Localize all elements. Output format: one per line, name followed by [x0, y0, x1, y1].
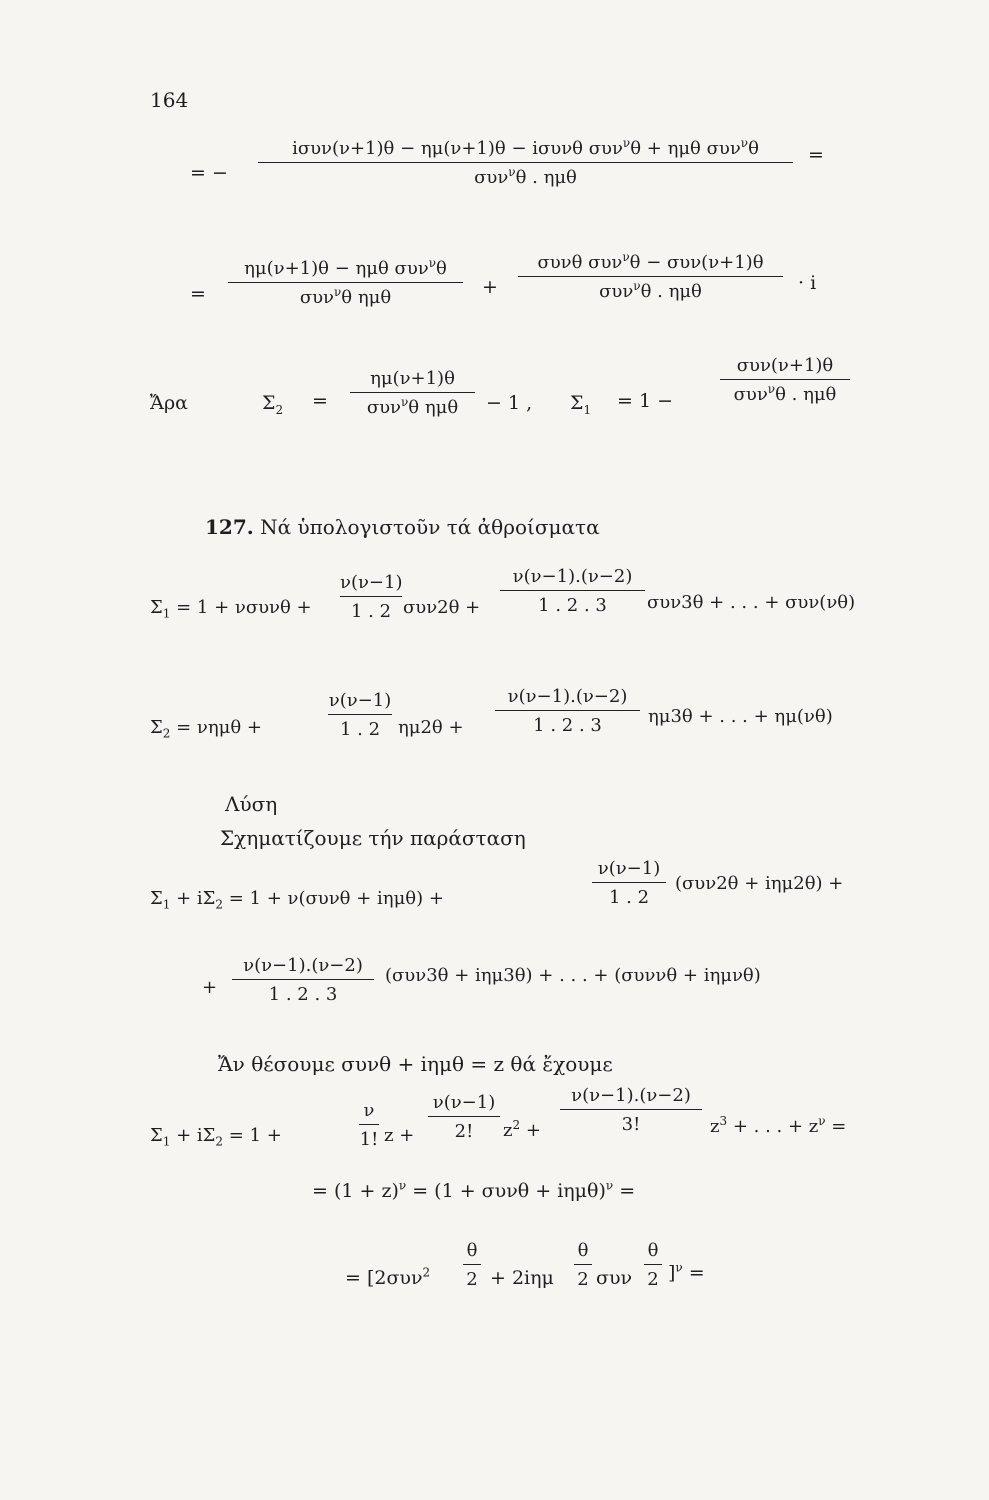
fraction-bar: [518, 276, 783, 277]
fraction-bar: [258, 162, 793, 163]
final-lead: = [2συν$^2$: [345, 1265, 431, 1289]
fraction-bar: [428, 1116, 500, 1117]
s2-fraction1: ν(ν−1) 1 . 2: [328, 690, 392, 740]
expansion-fraction3: ν(ν−1).(ν−2) 3!: [560, 1085, 702, 1135]
fraction-bar: [463, 1264, 481, 1265]
s1-fraction2: ν(ν−1).(ν−2) 1 . 2 . 3: [500, 566, 645, 616]
fraction-bar: [592, 882, 666, 883]
fraction-bar: [228, 282, 463, 283]
s2-mid1: ημ2θ +: [398, 717, 464, 738]
fraction-bar: [328, 714, 392, 715]
solution-intro: Σχηματίζουμε τήν παράσταση: [220, 826, 526, 850]
expansion-z1: z +: [384, 1125, 415, 1146]
line3-fraction1: ημ(ν+1)θ συν$^\nu$θ ημθ: [350, 368, 475, 418]
combo2-fraction: ν(ν−1).(ν−2) 1 . 2 . 3: [232, 955, 374, 1005]
line2-lead: =: [190, 283, 206, 305]
fraction-bar: [500, 590, 645, 591]
fraction-bar: [340, 596, 402, 597]
fraction-bar: [359, 1124, 379, 1125]
fraction-bar: [350, 392, 475, 393]
fraction-bar: [574, 1264, 592, 1265]
s2-lead: $\Sigma_2 = \nu\eta\mu\theta$ +: [150, 717, 262, 741]
fraction-bar: [560, 1109, 702, 1110]
combo1-fraction: ν(ν−1) 1 . 2: [592, 858, 666, 908]
fraction-bar: [232, 979, 374, 980]
expansion-lead: $\Sigma_1 + i\Sigma_2 = 1$ +: [150, 1125, 282, 1149]
combo2-lead: +: [202, 977, 218, 998]
line2-fraction2: συνθ συν$^\nu$θ − συν(ν+1)θ συν$^\nu$θ . ημθ: [518, 252, 783, 302]
expansion-z2: $z^2$ +: [503, 1118, 541, 1141]
combo1-tail: (συν2θ + iημ2θ) +: [675, 873, 844, 894]
problem-heading: [205, 515, 600, 539]
line1-trail: =: [808, 144, 824, 166]
line1-lead: = −: [190, 162, 228, 184]
final-fraction3: θ 2: [644, 1240, 662, 1290]
page-number: 164: [150, 88, 189, 112]
line1-numerator: iσυν(ν+1)θ − ημ(ν+1)θ − iσυνθ συν$^\nu$θ + ημθ συν$^\nu$θ: [292, 136, 759, 159]
line1-denominator: συν$^\nu$θ . ημθ: [474, 165, 577, 188]
line2-plus: +: [482, 276, 498, 298]
binomial-line: = $(1 + z)^\nu = (1 + \sigma\upsilon\nu\theta + i\eta\mu\theta)^\nu$ =: [312, 1178, 636, 1202]
s1-fraction1: ν(ν−1) 1 . 2: [340, 572, 403, 622]
final-fraction2: θ 2: [574, 1240, 592, 1290]
setting-text: Ἄν θέσουμε συνθ + iημθ = z θά ἔχουμε: [218, 1052, 613, 1076]
s2-fraction2: ν(ν−1).(ν−2) 1 . 2 . 3: [495, 686, 640, 736]
combo2-tail: (συν3θ + iημ3θ) + . . . + (συννθ + iημνθ): [385, 965, 761, 986]
s1-mid1: συν2θ +: [403, 597, 481, 618]
s2-tail: ημ3θ + . . . + ημ(νθ): [648, 706, 833, 727]
s1-lead: $\Sigma_1 = 1 + \nu\sigma\upsilon\nu\theta$ +: [150, 597, 312, 621]
line3-eq2: = 1 −: [617, 390, 674, 412]
line3-eq: =: [312, 390, 328, 412]
expansion-fraction2: ν(ν−1) 2!: [428, 1092, 500, 1142]
ara-word: Ἄρα: [150, 392, 188, 414]
fraction-bar: [495, 710, 640, 711]
final-mid2: συν: [596, 1267, 633, 1289]
sigma1-label: $\Sigma_1$: [570, 392, 592, 417]
expansion-fraction1: ν 1!: [359, 1100, 379, 1150]
line3-fraction2: συν(ν+1)θ συν$^\nu$θ . ημθ: [720, 355, 850, 405]
expansion-z3: $z^3$ + . . . + $z^\nu$ =: [710, 1114, 847, 1137]
combo1-lead: $\Sigma_1 + i\Sigma_2 = 1 + \nu(\sigma\upsilon\nu\theta + i\eta\mu\theta)$ +: [150, 888, 444, 912]
line1-fraction: [258, 138, 793, 188]
final-fraction1: θ 2: [463, 1240, 481, 1290]
line2-fraction1: ημ(ν+1)θ − ημθ συν$^\nu$θ συν$^\nu$θ ημθ: [228, 258, 463, 308]
fraction-bar: [720, 379, 850, 380]
s1-tail: συν3θ + . . . + συν(νθ): [647, 592, 856, 613]
line3-mid: − 1 ,: [486, 392, 533, 414]
final-mid1: + 2iημ: [490, 1267, 554, 1289]
problem-text: Νά ὑπολογιστοῦν τά ἀθροίσματα: [260, 515, 600, 539]
fraction-bar: [644, 1264, 662, 1265]
final-tail: ]$^\nu$ =: [668, 1260, 705, 1284]
solution-heading: Λύση: [225, 792, 278, 816]
problem-number: 127.: [205, 515, 254, 539]
sigma2-label: $\Sigma_2$: [262, 392, 284, 417]
line2-trail: · i: [798, 272, 817, 294]
